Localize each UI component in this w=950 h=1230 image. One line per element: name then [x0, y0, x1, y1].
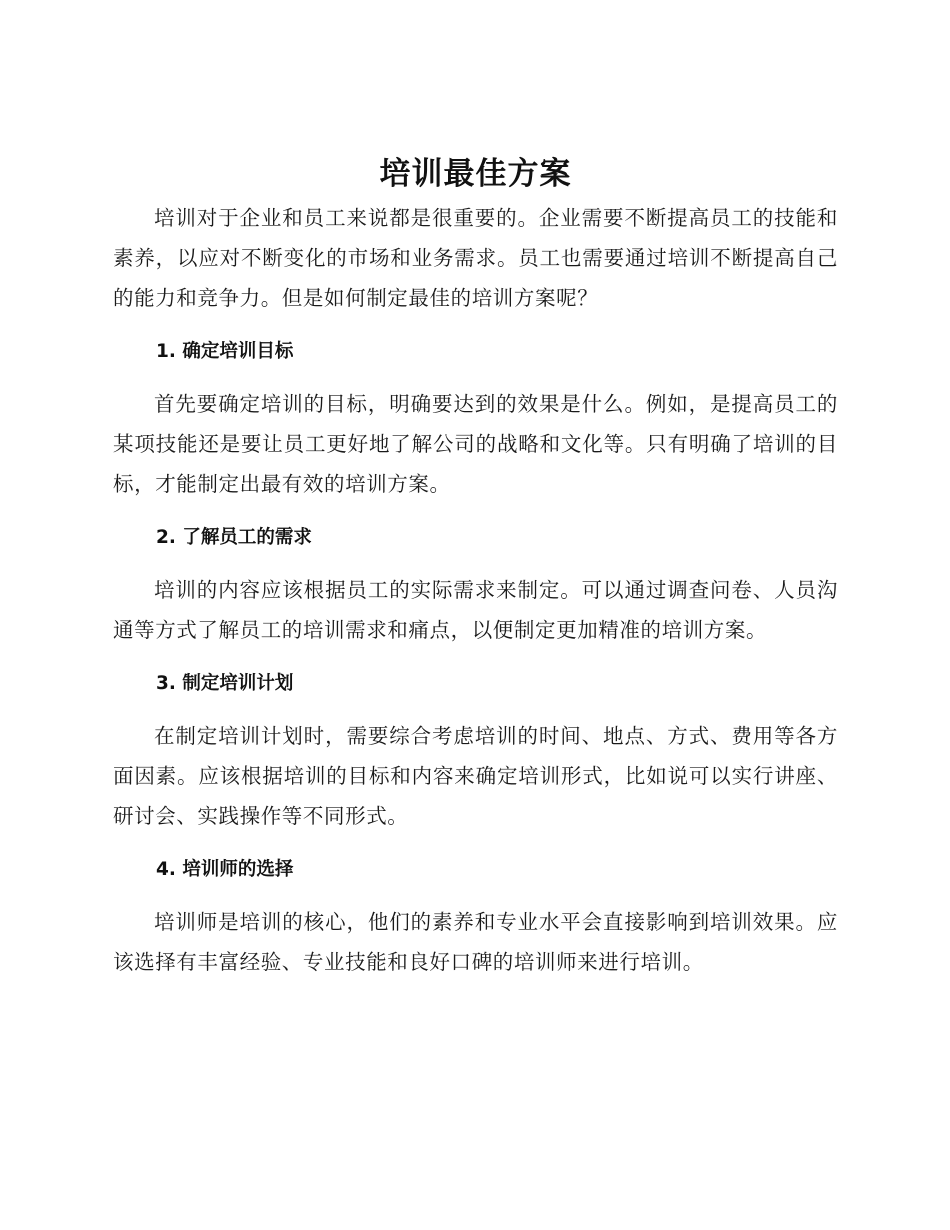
- intro-paragraph: 培训对于企业和员工来说都是很重要的。企业需要不断提高员工的技能和素养，以应对不断变化的市场和业务需求。员工也需要通过培训不断提高自己的能力和竞争力。但是如何制定最佳的培训方案呢？: [113, 206, 838, 310]
- section-2: [113, 518, 838, 650]
- section-body: 培训师是培训的核心，他们的素养和专业水平会直接影响到培训效果。应该选择有丰富经验、专业技能和良好口碑的培训师来进行培训。: [113, 910, 838, 974]
- section-body: 在制定培训计划时，需要综合考虑培训的时间、地点、方式、费用等各方面因素。应该根据培训的目标和内容来确定培训形式，比如说可以实行讲座、研讨会、实践操作等不同形式。: [113, 724, 838, 828]
- section-3: [113, 664, 838, 836]
- document-title: 培训最佳方案: [379, 156, 572, 192]
- section-heading: 3. 制定培训计划: [156, 673, 294, 694]
- section-heading: 2. 了解员工的需求: [156, 527, 312, 548]
- section-4: [113, 850, 838, 982]
- section-1: [113, 332, 838, 504]
- section-heading: 1. 确定培训目标: [156, 341, 294, 362]
- section-body: 培训的内容应该根据员工的实际需求来制定。可以通过调查问卷、人员沟通等方式了解员工的培训需求和痛点，以便制定更加精准的培训方案。: [113, 578, 838, 642]
- section-body: 首先要确定培训的目标，明确要达到的效果是什么。例如，是提高员工的某项技能还是要让员工更好地了解公司的战略和文化等。只有明确了培训的目标，才能制定出最有效的培训方案。: [113, 392, 838, 496]
- section-heading: 4. 培训师的选择: [156, 859, 294, 880]
